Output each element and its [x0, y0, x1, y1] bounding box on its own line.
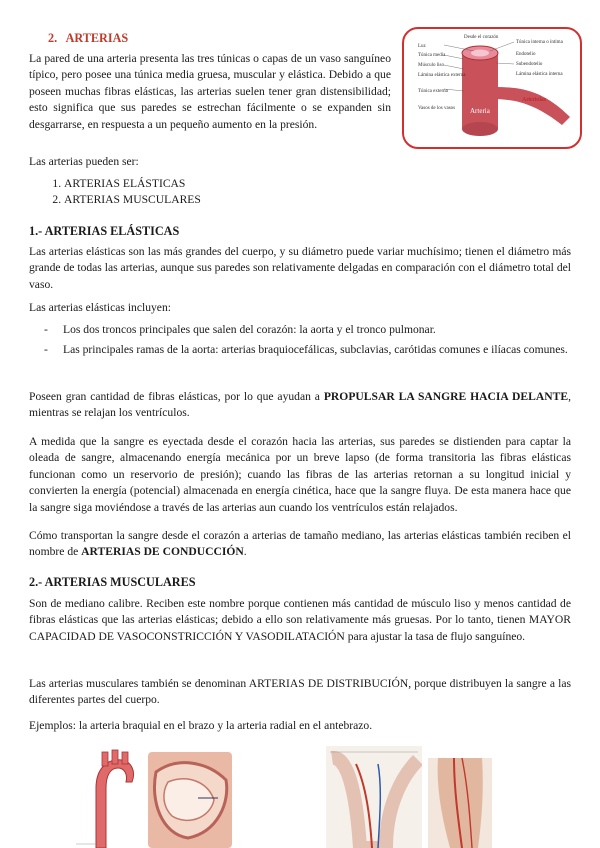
label-center: Arteria — [470, 107, 490, 115]
branch-artery-shape — [492, 87, 570, 125]
section-number: 2. — [48, 31, 58, 45]
list-item: 1. ARTERIAS ELÁSTICAS — [64, 176, 201, 192]
emphasis: PROPULSAR LA SANGRE HACIA DELANTE — [323, 390, 569, 403]
elastic-heading: 1.- ARTERIAS ELÁSTICAS — [29, 224, 180, 238]
muscular-p3: Ejemplos: la arteria braquial en el brazo y la arteria radial en el antebrazo. — [29, 719, 373, 732]
artery-types-list — [44, 176, 201, 209]
artery-base-shape — [462, 122, 498, 136]
forearm-arteries-diagram — [428, 758, 492, 848]
emphasis: ARTERIAS DE CONDUCCIÓN — [81, 545, 244, 559]
elastic-p2: Las arterias elásticas incluyen: — [29, 301, 171, 314]
label-right: Lámina elástica interna — [516, 72, 563, 77]
aorta-illustration — [66, 748, 146, 848]
arm-arteries-diagram — [326, 746, 422, 848]
elastic-p3: Poseen gran cantidad de fibras elásticas, por lo que ayudan a PROPULSAR LA SANGRE HACIA DELANTE, mientras se relajan los ventrículos. — [29, 390, 571, 420]
elastic-p5: Cómo transportan la sangre desde el corazón a arterias de tamaño mediano, las arterias elásticas también reciben el nombre de ARTERIAS DE CONDUCCIÓN. — [29, 529, 571, 559]
elastic-p1: Las arterias elásticas son las más grandes del cuerpo, y su diámetro puede variar muchísimo; tienen el diámetro más grande de todas las arterias, aunque sus paredes son relativamente delgadas en comparación con el diámetro total del vaso. — [29, 245, 571, 291]
intro-paragraph: La pared de una arteria presenta las tres túnicas o capas de un vaso sanguíneo típico, pero posee una túnica media gruesa, muscular y elástica. Debido a que poseen muchas fibras elásticas, las arterias suelen tener gran distensibilidad; esto significa que sus paredes se estrechan fácilmente o se expanden sin desgarrarse, en respuesta a un pequeño aumento en la presión. — [29, 52, 391, 131]
histology-micrograph — [148, 752, 232, 848]
list-item: - Los dos troncos principales que salen del corazón: la aorta y el tronco pulmonar. — [44, 322, 571, 338]
artery-structure-figure — [402, 27, 582, 149]
label-left: Músculo liso — [418, 63, 444, 68]
label-left: Vasos de los vasos — [418, 106, 456, 111]
list-item: - Las principales ramas de la aorta: arterias braquiocefálicas, subclavias, carótidas comunes e ilíacas comunes. — [44, 342, 571, 358]
artery-body-shape — [462, 53, 498, 129]
label-left: Lámina elástica externa — [418, 73, 466, 78]
label-top: Desde el corazón — [464, 35, 499, 40]
elastic-p4: A medida que la sangre es eyectada desde el corazón hacia las arterias, sus paredes se distienden para captar la oleada de sangre, almacenando energía mecánica por un breve lapso (de forma transitoria las fibras elásticas funcionan como un reservorio de presión); cuando las fibras de las arterias retornan a su longitud inicial y convierten la energía (potencial) almacenada en energía cinética, hace que la sangre fluya. De esta manera hace que la sangre siga moviéndose a través de las arterias aun cuando los ventrículos están relajados. — [29, 435, 571, 514]
section-heading — [48, 31, 128, 46]
muscular-heading: 2.- ARTERIAS MUSCULARES — [29, 575, 196, 589]
label-branch: Arteriolas — [522, 97, 546, 103]
label-right: Subendotelio — [516, 62, 543, 67]
muscular-p2: Las arterias musculares también se denominan ARTERIAS DE DISTRIBUCIÓN, porque distribuyen la sangre a las diferentes partes del cuerpo. — [29, 677, 571, 707]
elastic-list — [44, 322, 571, 363]
artery-diagram — [404, 29, 580, 147]
list-item: 2. ARTERIAS MUSCULARES — [64, 192, 201, 208]
section-title: ARTERIAS — [65, 31, 129, 45]
label-right: Túnica interna o íntima — [516, 40, 563, 45]
label-left: Luz — [418, 44, 426, 49]
types-lead: Las arterias pueden ser: — [29, 155, 139, 168]
label-left: Túnica media — [418, 53, 446, 58]
lumen-center-shape — [471, 50, 489, 57]
muscular-p1: Son de mediano calibre. Reciben este nombre porque contienen más cantidad de músculo liso y menos cantidad de fibras elásticas que las arterias elásticas; debido a ello son relativamente más gruesas. Por lo tanto, tienen MAYOR CAPACIDAD DE VASOCONSTRICCIÓN Y VASODILATACIÓN para ajustar la tasa de flujo sanguíneo. — [29, 597, 571, 643]
label-left: Túnica externa — [418, 89, 448, 94]
label-right: Endotelio — [516, 52, 536, 57]
